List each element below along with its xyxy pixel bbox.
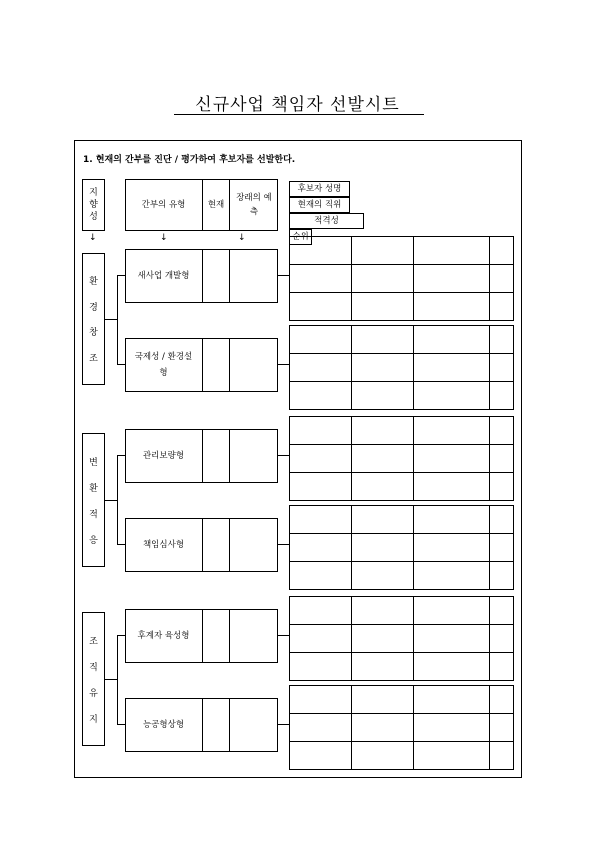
connector-line [105,500,117,501]
current-position-cell[interactable] [352,354,414,382]
direction-label-char: 조 [89,353,98,364]
rank-cell[interactable] [490,445,514,473]
candidate-name-cell[interactable] [290,382,352,410]
current-position-cell[interactable] [352,562,414,590]
eligibility-cell[interactable] [414,265,490,293]
candidate-name-cell[interactable] [290,293,352,321]
current-position-cell[interactable] [352,265,414,293]
eligibility-cell[interactable] [414,686,490,714]
direction-label-char: 환 [89,277,98,288]
current-assessment-cell[interactable] [203,518,230,572]
direction-label-box [82,433,105,567]
rank-cell[interactable] [490,714,514,742]
direction-header [82,179,105,231]
eligibility-cell[interactable] [414,417,490,445]
connector-line [117,275,125,276]
type-label: 국제성 / 환경설형 [125,338,203,392]
eligibility-cell[interactable] [414,237,490,265]
direction-label-box [82,612,105,746]
rank-cell[interactable] [490,653,514,681]
candidate-table [289,416,514,501]
eligibility-cell[interactable] [414,293,490,321]
table-row [290,686,514,714]
type-label: 새사업 개발형 [125,249,203,303]
candidate-table [289,596,514,681]
future-prediction-cell[interactable] [230,698,278,752]
table-row [290,445,514,473]
rank-cell[interactable] [490,382,514,410]
candidate-table [289,505,514,590]
candidate-name-cell[interactable] [290,354,352,382]
page-title: 신규사업 책임자 선발시트 [195,95,400,115]
type-label: 책임심사형 [125,518,203,572]
candidate-name-cell[interactable] [290,714,352,742]
current-assessment-cell[interactable] [203,249,230,303]
current-position-cell[interactable] [352,506,414,534]
eligibility-cell[interactable] [414,326,490,354]
eligibility-cell[interactable] [414,382,490,410]
candidate-name-cell[interactable] [290,534,352,562]
connector-line [105,319,117,320]
rank-cell[interactable] [490,293,514,321]
candidate-name-cell[interactable] [290,653,352,681]
rank-cell[interactable] [490,354,514,382]
eligibility-cell[interactable] [414,473,490,501]
future-header: 장래의 예측 [236,193,272,217]
current-assessment-cell[interactable] [203,609,230,663]
candidate-name-cell[interactable] [290,326,352,354]
future-prediction-cell[interactable] [230,429,278,483]
connector-line [278,724,289,725]
current-assessment-cell[interactable] [203,429,230,483]
connector-line [278,275,289,276]
connector-line [117,275,118,364]
connector-line [105,679,117,680]
direction-label-char: 지 [89,714,98,725]
eligibility-cell[interactable] [414,597,490,625]
instruction-text: 1. 현재의 간부를 진단 / 평가하여 후보자를 선발한다. [83,155,296,165]
future-prediction-cell[interactable] [230,249,278,303]
current-position-cell[interactable] [352,534,414,562]
future-prediction-cell[interactable] [230,518,278,572]
arrow-down-icon: ↓ [89,233,97,243]
table-row [290,326,514,354]
future-prediction-cell[interactable] [230,609,278,663]
table-row [290,714,514,742]
eligibility-cell[interactable] [414,625,490,653]
eligibility-cell[interactable] [414,742,490,770]
current-position-cell[interactable] [352,686,414,714]
direction-label-char: 조 [89,636,98,647]
candidate-table [289,325,514,410]
connector-line [278,364,289,365]
connector-line [117,635,118,724]
rank-cell[interactable] [490,237,514,265]
candidate-name-cell[interactable] [290,625,352,653]
table-row [290,742,514,770]
rank-cell[interactable] [490,686,514,714]
candidate-table [289,236,514,321]
table-row [290,417,514,445]
candidate-name-cell[interactable] [290,506,352,534]
direction-label-char: 환 [89,483,98,494]
current-position-cell[interactable] [352,293,414,321]
candidate-name-cell[interactable] [290,237,352,265]
type-header: 간부의 유형 [125,179,203,231]
candidate-name-cell[interactable] [290,265,352,293]
connector-line [117,364,125,365]
future-prediction-cell[interactable] [230,338,278,392]
direction-label-char: 경 [89,302,98,313]
rank-cell[interactable] [490,506,514,534]
table-row [290,354,514,382]
candidate-name-cell[interactable] [290,686,352,714]
current-assessment-cell[interactable] [203,698,230,752]
current-header: 현재 [203,179,230,231]
connector-line [117,455,118,544]
arrow-down-icon: ↓ [160,233,168,243]
header-eligibility: 적격성 [289,213,364,229]
rank-cell[interactable] [490,597,514,625]
current-position-cell[interactable] [352,382,414,410]
table-row [290,562,514,590]
rank-cell[interactable] [490,625,514,653]
table-row [290,653,514,681]
candidate-name-cell[interactable] [290,417,352,445]
candidate-name-cell[interactable] [290,597,352,625]
connector-line [117,724,125,725]
connector-line [278,544,289,545]
rank-cell[interactable] [490,326,514,354]
eligibility-cell[interactable] [414,562,490,590]
direction-label-char: 변 [89,457,98,468]
table-row [290,625,514,653]
current-position-cell[interactable] [352,742,414,770]
rank-cell[interactable] [490,417,514,445]
direction-header-label: 지향성 [89,188,98,222]
current-position-cell[interactable] [352,473,414,501]
candidate-name-cell[interactable] [290,562,352,590]
eligibility-cell[interactable] [414,445,490,473]
direction-label-char: 창 [89,328,98,339]
candidate-name-cell[interactable] [290,445,352,473]
eligibility-cell[interactable] [414,506,490,534]
connector-line [117,544,125,545]
current-position-cell[interactable] [352,625,414,653]
connector-line [278,635,289,636]
current-position-cell[interactable] [352,326,414,354]
direction-label-char: 직 [89,662,98,673]
current-position-cell[interactable] [352,597,414,625]
type-label: 후계자 육성형 [125,609,203,663]
type-label: 관리보량형 [125,429,203,483]
current-position-cell[interactable] [352,417,414,445]
current-position-cell[interactable] [352,445,414,473]
eligibility-cell[interactable] [414,714,490,742]
table-row [290,506,514,534]
rank-cell[interactable] [490,473,514,501]
header-rank: 순위 [289,229,312,245]
rank-cell[interactable] [490,562,514,590]
current-position-cell[interactable] [352,653,414,681]
table-row [290,382,514,410]
candidate-table [289,685,514,770]
eligibility-cell[interactable] [414,653,490,681]
rank-cell[interactable] [490,265,514,293]
connector-line [278,455,289,456]
type-label: 능공형상형 [125,698,203,752]
table-row [290,293,514,321]
current-assessment-cell[interactable] [203,338,230,392]
header-candidate-name: 후보자 성명 [289,181,350,197]
table-row [290,237,514,265]
title-underline [174,114,424,115]
direction-label-box [82,253,105,385]
table-row [290,473,514,501]
candidate-name-cell[interactable] [290,473,352,501]
candidate-name-cell[interactable] [290,742,352,770]
eligibility-cell[interactable] [414,534,490,562]
rank-cell[interactable] [490,742,514,770]
direction-label-char: 유 [89,688,98,699]
arrow-down-icon: ↓ [238,233,246,243]
eligibility-cell[interactable] [414,354,490,382]
current-position-cell[interactable] [352,237,414,265]
table-row [290,597,514,625]
header-current-position: 현재의 직위 [289,197,350,213]
table-row [290,534,514,562]
table-row [290,265,514,293]
direction-label-char: 적 [89,509,98,520]
rank-cell[interactable] [490,534,514,562]
current-position-cell[interactable] [352,714,414,742]
connector-line [117,635,125,636]
direction-label-char: 응 [89,535,98,546]
connector-line [117,455,125,456]
